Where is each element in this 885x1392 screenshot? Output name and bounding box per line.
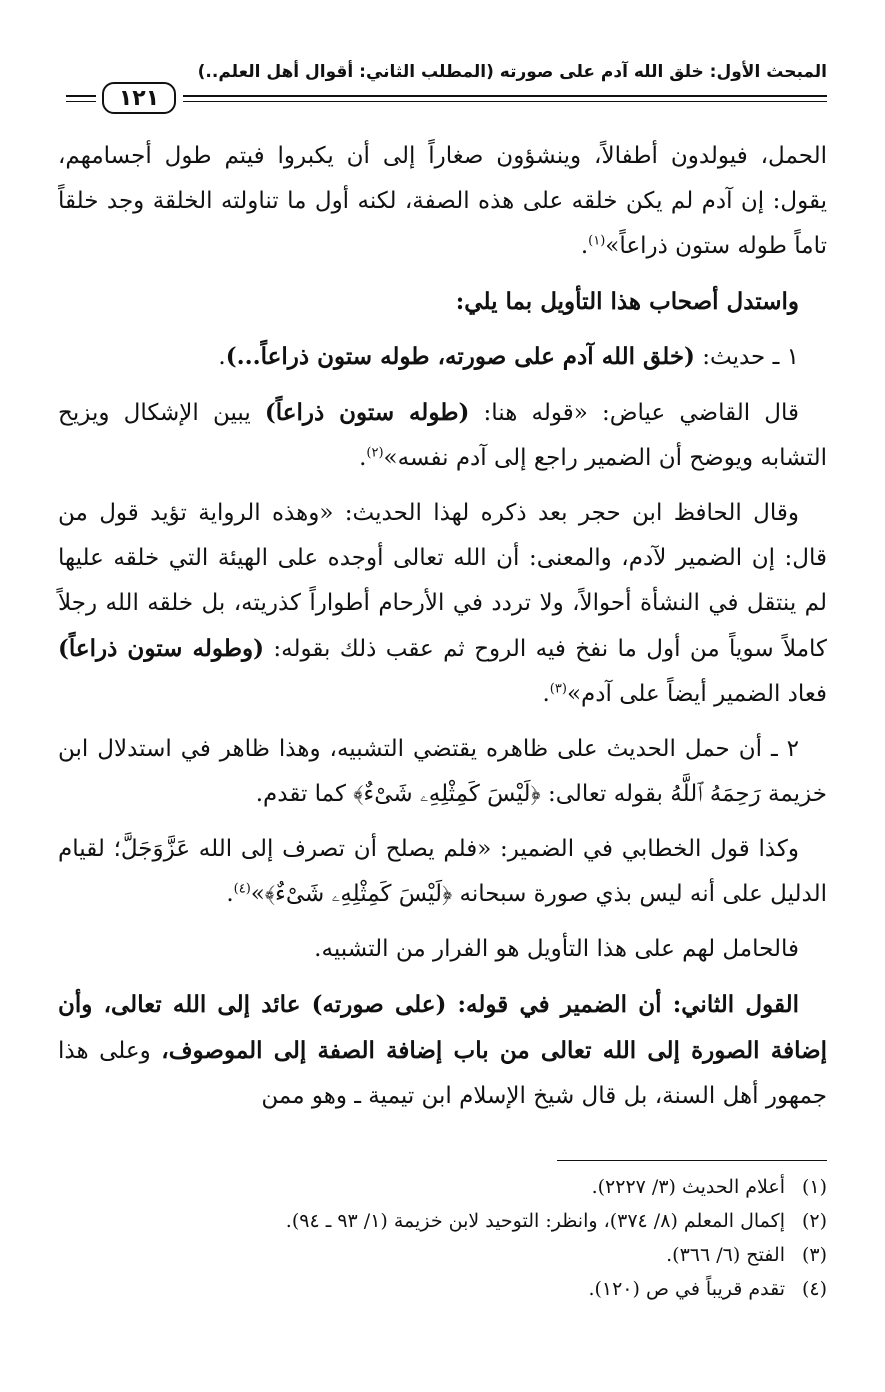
paragraph-evidence-heading: واستدل أصحاب هذا التأويل بما يلي:	[455, 288, 799, 315]
paragraph-hadith	[58, 334, 827, 380]
paragraph-text: وقال الحافظ ابن حجر بعد ذكره لهذا الحديث: «وهذه الرواية تؤيد قول من قال: إن الضمير لآدم، والمعنى: أن الله تعالى أوجده على الهيئة التي خلقه عليها لم ينتقل في النشأة أحوالاً، ولا تردد في الأرحام أطواراً كذريته، بل خلقه الله رجلاً كاملاً سوياً من أول ما نفخ فيه الروح ثم عقب ذلك بقوله:	[58, 500, 827, 662]
footnote-number: (٢)	[801, 1210, 827, 1232]
footnote-2	[58, 1204, 827, 1238]
footnote-ref-2[interactable]: (٢)	[366, 445, 384, 461]
paragraph-text: ١ ـ حديث:	[694, 344, 799, 370]
paragraph-tashbih: ٢ ـ أن حمل الحديث على ظاهره يقتضي التشبيه، وهذا ظاهر في استدلال ابن خزيمة رَحِمَهُ ٱللَّهُ بقوله تعالى: ﴿لَيْسَ كَمِثْلِهِۦ شَىْءٌ﴾ كما تقدم.	[58, 736, 827, 807]
hadith-quote: (خلق الله آدم على صورته، طوله ستون ذراعاً...)	[225, 343, 695, 370]
header-rule-thin	[183, 101, 827, 102]
footnote-number: (٣)	[801, 1244, 827, 1266]
footnote-text: الفتح (٦/ ٣٦٦).	[666, 1244, 785, 1266]
footnote-text: تقدم قريباً في ص (١٢٠).	[588, 1278, 785, 1300]
footnote-separator	[557, 1160, 827, 1161]
paragraph-end: .	[542, 681, 550, 707]
hadith-quote: (وطوله ستون ذراعاً)	[58, 635, 265, 662]
paragraph-end: .	[226, 881, 234, 907]
footnote-text: أعلام الحديث (٣/ ٢٢٢٧).	[591, 1176, 785, 1198]
footnote-3	[58, 1238, 827, 1272]
hadith-quote: (طوله ستون ذراعاً)	[264, 399, 470, 426]
paragraph-iyad	[58, 390, 827, 481]
footnote-4	[58, 1272, 827, 1306]
footnote-ref-4[interactable]: (٤)	[233, 881, 251, 897]
paragraph-text: فعاد الضمير أيضاً على آدم»	[566, 681, 827, 707]
paragraph-end: .	[359, 445, 367, 471]
paragraph-text: الحمل، فيولدون أطفالاً، وينشؤون صغاراً إلى أن يكبروا فيتم طول أجسامهم، يقول: إن آدم لم يكن خلقه على هذه الصفة، لكنه أول ما تناولته الخلقة وجد خلقاً تاماً طوله ستون ذراعاً»	[58, 143, 827, 259]
header-rule-left-thin	[66, 101, 96, 102]
footnote-ref-1[interactable]: (١)	[588, 233, 606, 249]
paragraph-text: وكذا قول الخطابي في الضمير: «فلم يصلح أن تصرف إلى الله عَزَّوَجَلَّ؛ لقيام الدليل على أنه ليس بذي صورة سبحانه ﴿لَيْسَ كَمِثْلِهِۦ شَىْءٌ﴾»	[58, 836, 827, 907]
paragraph-conclusion: فالحامل لهم على هذا التأويل هو الفرار من التشبيه.	[314, 936, 799, 962]
footnote-number: (١)	[801, 1176, 827, 1198]
paragraph-end: .	[218, 344, 226, 370]
paragraph-text: قال القاضي عياض: «قوله هنا:	[469, 400, 799, 426]
footnotes	[58, 1170, 827, 1306]
second-opinion-heading: القول الثاني: أن الضمير في قوله: (على صورته) عائد إلى الله تعالى، وأن إضافة الصورة إلى الله تعالى من باب إضافة الصفة إلى الموصوف،	[58, 991, 827, 1064]
footnote-ref-3[interactable]: (٣)	[549, 681, 567, 697]
paragraph-khattabi	[58, 827, 827, 917]
paragraph-second-opinion	[58, 982, 827, 1119]
footnote-1	[58, 1170, 827, 1204]
header-rule-thick	[183, 95, 827, 97]
page-number: ١٢١	[102, 82, 176, 114]
body-text	[58, 134, 827, 1119]
header-rule-left-thick	[66, 95, 96, 97]
paragraph-ibn-hajar	[58, 491, 827, 717]
footnote-text: إكمال المعلم (٨/ ٣٧٤)، وانظر: التوحيد لابن خزيمة (١/ ٩٣ ـ ٩٤).	[285, 1210, 785, 1232]
paragraph-text: وعلى هذا جمهور أهل السنة، بل قال شيخ الإسلام ابن تيمية ـ وهو ممن	[58, 1038, 827, 1109]
paragraph-end: .	[580, 233, 589, 259]
footnote-number: (٤)	[801, 1278, 827, 1300]
running-title: المبحث الأول: خلق الله آدم على صورته (المطلب الثاني: أقوال أهل العلم..)	[197, 62, 827, 82]
paragraph-text: يبين الإشكال ويزيح التشابه ويوضح أن الضمير راجع إلى آدم نفسه»	[58, 400, 827, 471]
paragraph-1	[58, 134, 827, 269]
